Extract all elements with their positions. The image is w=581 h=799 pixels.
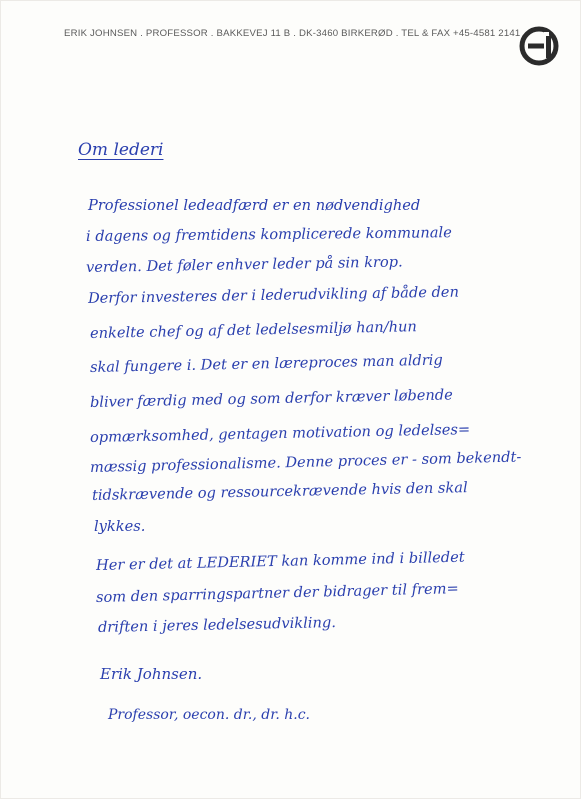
letter-line: opmærksomhed, gentagen motivation og ledelses=	[89, 421, 471, 446]
letter-line: verden. Det føler enhver leder på sin krop.	[85, 253, 403, 276]
letter-line: driften i jeres ledelsesudvikling.	[97, 614, 337, 636]
letter-line: lykkes.	[94, 518, 146, 535]
letter-line: skal fungere i. Det er en læreproces man aldrig	[89, 351, 443, 376]
letter-title: Om lederi	[78, 140, 164, 160]
letter-line: Professionel ledeadfærd er en nødvendighed	[88, 197, 421, 214]
letter-line: i dagens og fremtidens komplicerede kommunale	[85, 224, 452, 245]
letter-line: mæssig professionalisme. Denne proces er - som bekendt-	[89, 448, 522, 476]
letter-line: Her er det at LEDERIET kan komme ind i billedet	[95, 548, 465, 574]
letter-line: Derfor investeres der i lederudvikling af både den	[87, 283, 460, 307]
ej-monogram-logo	[519, 26, 559, 66]
letter-line: enkelte chef og af det ledelsesmiljø han/hun	[89, 318, 417, 342]
signature-title: Professor, oecon. dr., dr. h.c.	[108, 707, 311, 723]
letter-line: bliver færdig med og som derfor kræver løbende	[89, 386, 453, 411]
signature: Erik Johnsen.	[100, 665, 203, 683]
letter-line: tidskrævende og ressourcekrævende hvis den skal	[91, 479, 468, 504]
letterhead-address: ERIK JOHNSEN . PROFESSOR . BAKKEVEJ 11 B . DK-3460 BIRKERØD . TEL & FAX +45-4581 2141	[64, 28, 521, 39]
letter-line: som den sparringspartner der bidrager til frem=	[95, 580, 459, 606]
